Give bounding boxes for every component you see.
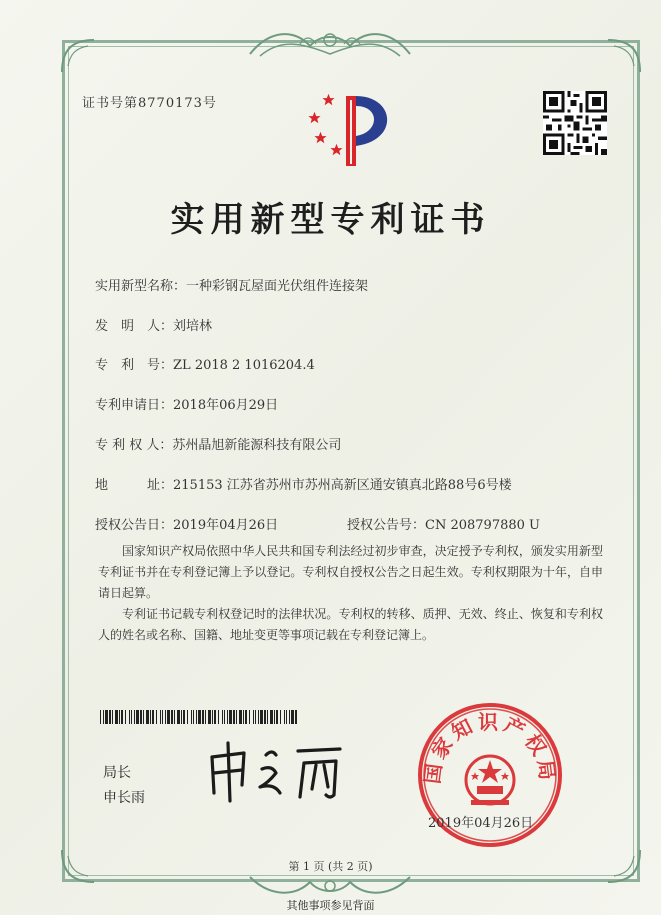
grant-date-value: 2019年04月26日 (173, 518, 279, 533)
page-number: 第 1 页 (共 2 页) (288, 860, 373, 873)
grant-no-value: CN 208797880 U (425, 518, 540, 533)
patentee-value: 苏州晶旭新能源科技有限公司 (172, 438, 342, 453)
patent-no-label: 专 利 号： (95, 358, 174, 373)
qr-code (543, 91, 607, 155)
footer-note: 其他事项参见背面 (286, 899, 375, 912)
patent-no-value: ZL 2018 2 1016204.4 (173, 358, 315, 373)
field-patent-no (95, 354, 315, 373)
body-paragraph-1: 国家知识产权局依照中华人民共和国专利法经过初步审查，决定授予专利权，颁发实用新型专利证书并在专利登记簿上予以登记。专利权自授权公告之日起生效。专利权期限为十年，自申请日起算。 (98, 544, 603, 600)
cnipa-logo-icon (300, 90, 410, 170)
corner-ornament-tl (58, 36, 98, 76)
filing-date-label: 专利申请日： (95, 398, 174, 413)
model-name-label: 实用新型名称： (95, 279, 187, 294)
patentee-label: 专 利 权 人： (95, 438, 173, 453)
address-label: 地 址： (95, 478, 174, 493)
field-grant-no (347, 514, 540, 533)
field-filing-date (95, 394, 278, 413)
field-address (95, 474, 512, 493)
seal-date: 2019年04月26日 (428, 816, 534, 831)
seal-text: 国家知识产权局 (420, 709, 560, 786)
grant-no-label: 授权公告号： (347, 518, 426, 533)
certificate-body (98, 541, 603, 604)
director-signature (200, 735, 350, 805)
inventor-value: 刘培林 (173, 319, 213, 334)
top-ornament (240, 24, 420, 64)
field-inventor (95, 315, 212, 334)
director-name: 申长雨 (103, 790, 145, 806)
field-model-name (95, 275, 368, 294)
field-patentee (95, 434, 341, 453)
inventor-label: 发 明 人： (95, 319, 174, 334)
filing-date-value: 2018年06月29日 (173, 398, 279, 413)
model-name-value: 一种彩钢瓦屋面光伏组件连接架 (186, 279, 369, 294)
corner-ornament-tr (604, 36, 644, 76)
certificate-number: 证书号第8770173号 (82, 96, 217, 111)
address-value: 215153 江苏省苏州市苏州高新区通安镇真北路88号6号楼 (173, 478, 512, 493)
field-grant-date (95, 514, 278, 533)
certificate-body-2 (98, 604, 603, 646)
certificate-title: 实用新型专利证书 (170, 200, 491, 240)
grant-date-label: 授权公告日： (95, 518, 174, 533)
barcode (100, 710, 298, 724)
director-title: 局长 (103, 765, 131, 781)
body-paragraph-2: 专利证书记载专利权登记时的法律状况。专利权的转移、质押、无效、终止、恢复和专利权人的姓名或名称、国籍、地址变更等事项记载在专利登记簿上。 (98, 607, 603, 642)
